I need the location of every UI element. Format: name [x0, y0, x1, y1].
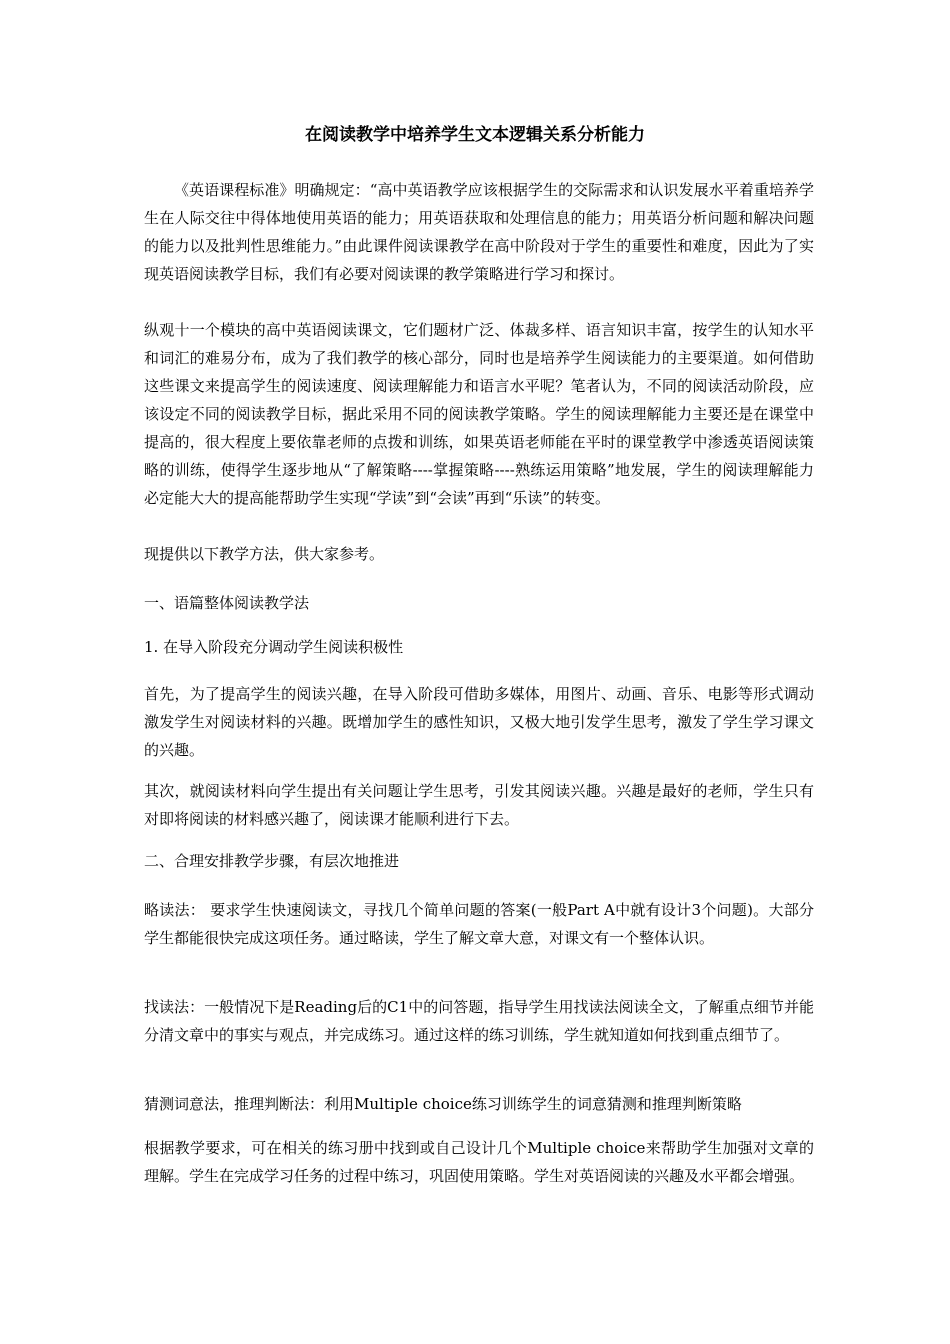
paragraph-multiple-choice: 根据教学要求，可在相关的练习册中找到或自己设计几个Multiple choice来帮助学生加强对文章的理解。学生在完成学习任务的过程中练习，巩固使用策略。学生对英语阅读的兴趣及水平都会增强。	[144, 1139, 814, 1185]
heading-section-two: 二、合理安排教学步骤，有层次地推进	[144, 852, 400, 870]
paragraph-skimming: 略读法： 要求学生快速阅读文，寻找几个简单问题的答案(一般Part A中就有设计3个问题)。大部分学生都能很快完成这项任务。通过略读，学生了解文章大意，对课文有一个整体认识。	[144, 901, 814, 947]
document-title: 在阅读教学中培养学生文本逻辑关系分析能力	[305, 125, 645, 145]
paragraph-guessing: 猜测词意法，推理判断法：利用Multiple choice练习训练学生的词意猜测和推理判断策略	[144, 1095, 742, 1113]
paragraph-curriculum-standard: 《英语课程标准》明确规定：“高中英语教学应该根据学生的交际需求和认识发展水平着重培养学生在人际交往中得体地使用英语的能力；用英语获取和处理信息的能力；用英语分析问题和解决问题的能力以及批判性思维能力。”由此课件阅读课教学在高中阶段对于学生的重要性和难度，因此为了实现英语阅读教学目标，我们有必要对阅读课的教学策略进行学习和探讨。	[144, 181, 814, 283]
paragraph-first-step: 首先，为了提高学生的阅读兴趣，在导入阶段可借助多媒体，用图片、动画、音乐、电影等形式调动激发学生对阅读材料的兴趣。既增加学生的感性知识，又极大地引发学生思考，激发了学生学习课文的兴趣。	[144, 685, 814, 759]
paragraph-reading-overview: 纵观十一个模块的高中英语阅读课文，它们题材广泛、体裁多样、语言知识丰富，按学生的认知水平和词汇的难易分布，成为了我们教学的核心部分，同时也是培养学生阅读能力的主要渠道。如何借助这些课文来提高学生的阅读速度、阅读理解能力和语言水平呢？笔者认为，不同的阅读活动阶段，应该设定不同的阅读教学目标，据此采用不同的阅读教学策略。学生的阅读理解能力主要还是在课堂中提高的，很大程度上要依靠老师的点拨和训练，如果英语老师能在平时的课堂教学中渗透英语阅读策略的训练，使得学生逐步地从“了解策略----掌握策略----熟练运用策略”地发展，学生的阅读理解能力必定能大大的提高能帮助学生实现“学读”到“会读”再到“乐读”的转变。	[144, 321, 814, 507]
heading-subsection-1: 1. 在导入阶段充分调动学生阅读积极性	[144, 638, 404, 656]
paragraph-methods-intro: 现提供以下教学方法，供大家参考。	[144, 545, 385, 563]
heading-section-one: 一、语篇整体阅读教学法	[144, 594, 310, 612]
paragraph-scanning: 找读法：一般情况下是Reading后的C1中的问答题，指导学生用找读法阅读全文，了解重点细节并能分清文章中的事实与观点，并完成练习。通过这样的练习训练，学生就知道如何找到重点细节了。	[144, 998, 814, 1044]
paragraph-second-step: 其次，就阅读材料向学生提出有关问题让学生思考，引发其阅读兴趣。兴趣是最好的老师，学生只有对即将阅读的材料感兴趣了，阅读课才能顺利进行下去。	[144, 782, 814, 828]
